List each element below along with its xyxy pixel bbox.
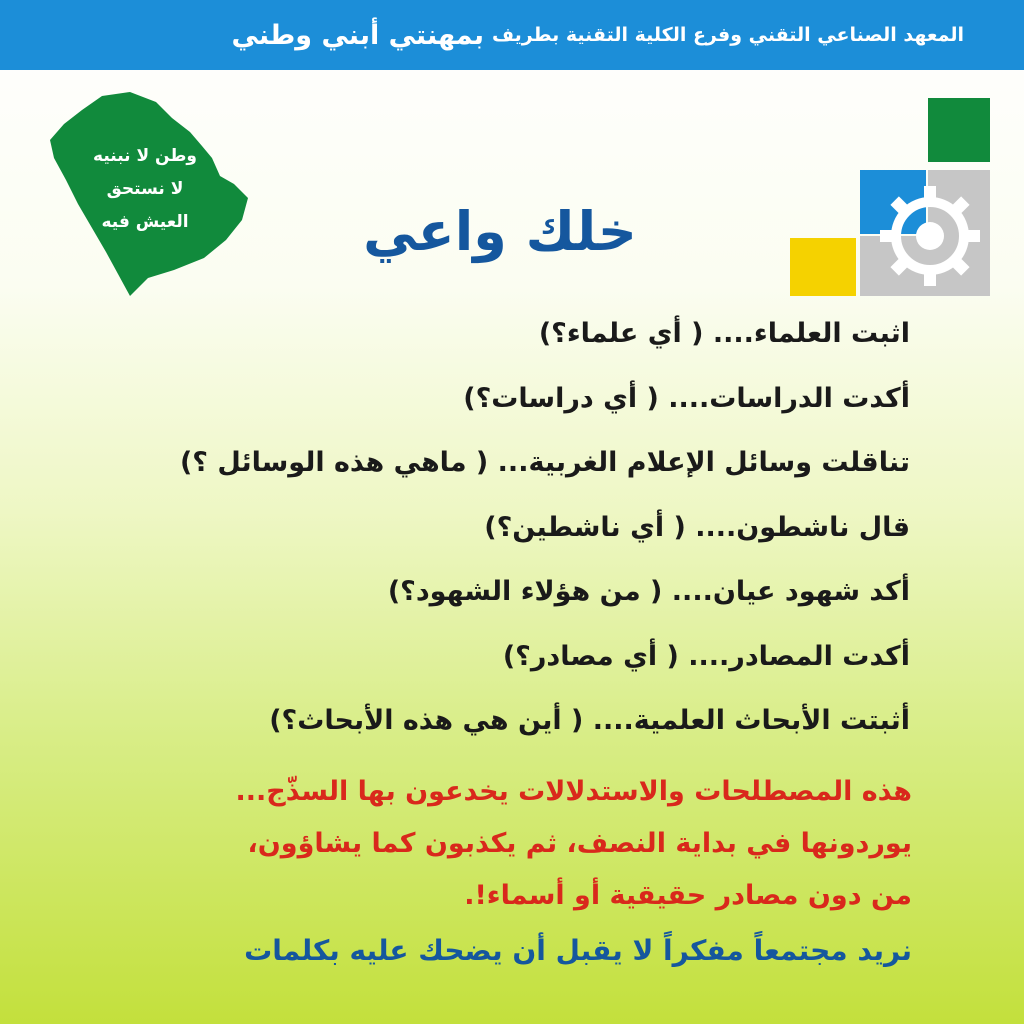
header-bar bbox=[0, 0, 1024, 70]
map-line: وطن لا نبنيه bbox=[93, 146, 197, 166]
logo-green-square bbox=[928, 98, 990, 162]
questions-list bbox=[90, 318, 910, 770]
question-line: تناقلت وسائل الإعلام الغربية... ( ماهي هذه الوسائل ؟) bbox=[179, 447, 910, 478]
page-title: خلك واعي bbox=[363, 200, 637, 263]
warning-line: هذه المصطلحات والاستدلالات يخدعون بها السذّج... bbox=[235, 776, 912, 807]
map-line: لا نستحق bbox=[106, 179, 184, 199]
question-line: اثبت العلماء.... ( أي علماء؟) bbox=[538, 318, 910, 349]
gear-icon bbox=[880, 186, 980, 286]
warning-line: يوردونها في بداية النصف، ثم يكذبون كما يشاؤون، bbox=[247, 828, 912, 859]
warning-line: من دون مصادر حقيقية أو أسماء!. bbox=[464, 880, 912, 911]
question-line: أكدت الدراسات.... ( أي دراسات؟) bbox=[463, 382, 910, 414]
warning-paragraph bbox=[52, 776, 912, 932]
closing-statement: نريد مجتمعاً مفكراً لا يقبل أن يضحك عليه بكلمات bbox=[244, 934, 912, 967]
slogan: بمهنتي أبني وطني bbox=[231, 19, 485, 51]
question-line: أكدت المصادر.... ( أي مصادر؟) bbox=[502, 640, 910, 672]
logo-yellow-square bbox=[790, 238, 856, 296]
map-badge-text bbox=[50, 140, 240, 239]
question-line: أكد شهود عيان.... ( من هؤلاء الشهود؟) bbox=[387, 576, 910, 607]
question-line: قال ناشطون.... ( أي ناشطين؟) bbox=[484, 511, 910, 543]
institute-logo bbox=[788, 96, 992, 296]
question-line: أثبتت الأبحاث العلمية.... ( أين هي هذه الأبحاث؟) bbox=[269, 705, 910, 736]
institute-name: المعهد الصناعي التقني وفرع الكلية التقنية بطريف bbox=[492, 24, 964, 46]
map-line: العيش فيه bbox=[101, 212, 189, 232]
